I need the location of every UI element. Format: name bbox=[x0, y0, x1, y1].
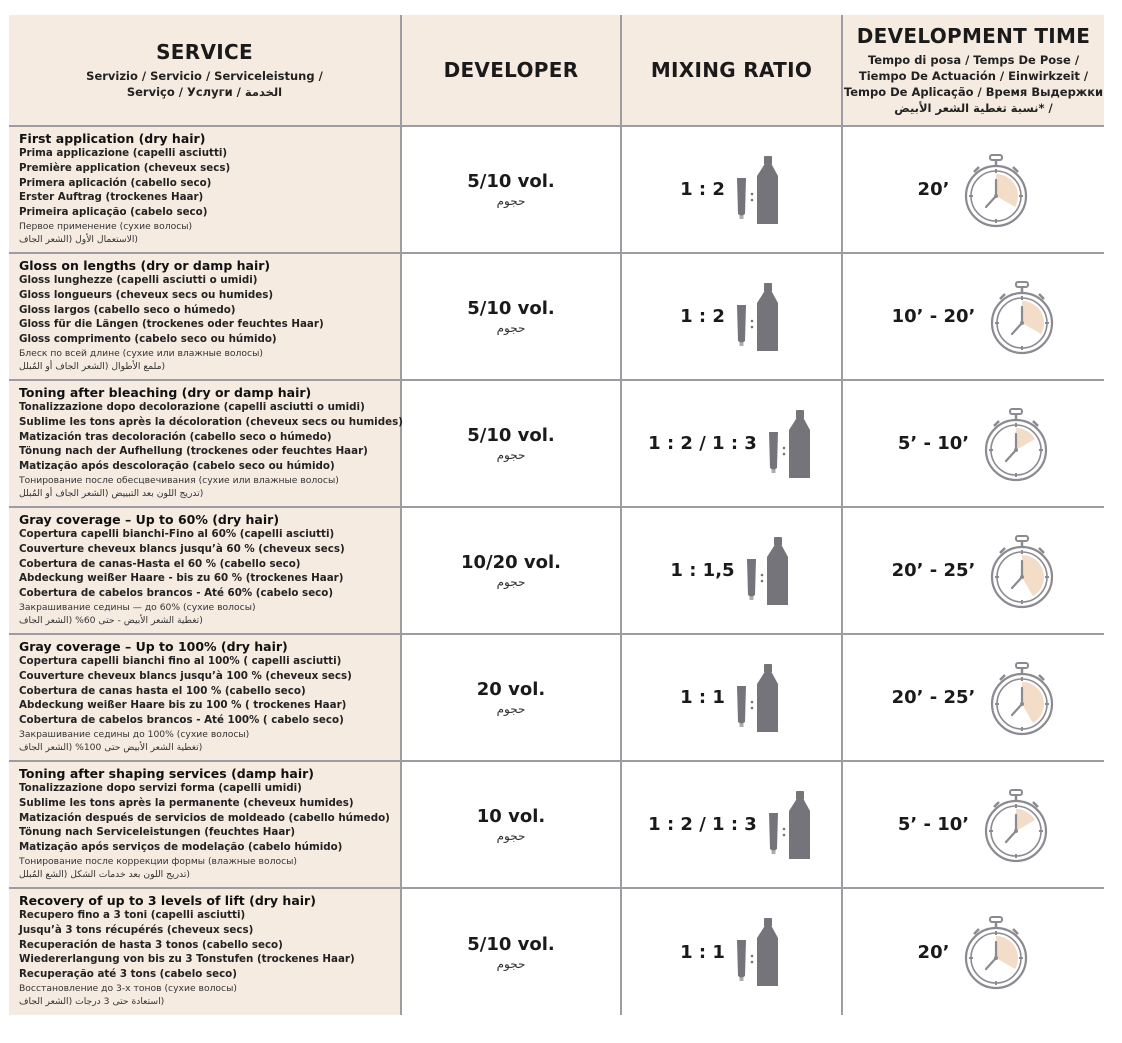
service-translation-ru: Восстановление до 3-х тонов (сухие волосы) bbox=[19, 982, 237, 994]
service-title: First application (dry hair) bbox=[19, 131, 206, 146]
developer-volume-ar: حجوم bbox=[496, 702, 526, 716]
tube-bottle-icon bbox=[735, 916, 783, 988]
developer-volume: 5/10 vol. bbox=[467, 933, 555, 955]
tube-bottle-icon bbox=[767, 408, 815, 480]
development-time-value: 20’ - 25’ bbox=[891, 687, 976, 708]
development-time-value: 20’ bbox=[917, 179, 950, 200]
service-translation-ar: (الاستعمال الأول (الشعر الجاف bbox=[19, 233, 138, 245]
development-time-cell bbox=[842, 634, 1104, 761]
developer-volume: 10/20 vol. bbox=[460, 552, 562, 573]
service-translation: Erster Auftrag (trockenes Haar) bbox=[19, 191, 204, 204]
mixing-ratio-cell bbox=[621, 634, 842, 761]
tube-bottle-icon bbox=[735, 662, 783, 734]
service-translation: Recuperación de hasta 3 tonos (cabello seco) bbox=[19, 938, 283, 951]
mixing-ratio-cell bbox=[621, 253, 842, 380]
stopwatch-icon bbox=[983, 406, 1049, 482]
tube-bottle-icon bbox=[767, 789, 815, 861]
service-title: Recovery of up to 3 levels of lift (dry hair) bbox=[19, 893, 316, 908]
service-translation: Abdeckung weißer Haare - bis zu 60 % (trockenes Haar) bbox=[19, 572, 344, 585]
development-time-value: 20’ bbox=[917, 941, 950, 963]
service-translation: Matización tras decoloración (cabello seco o húmedo) bbox=[19, 430, 332, 443]
mixing-ratio-header bbox=[621, 15, 842, 126]
development-time-title: DEVELOPMENT TIME bbox=[856, 24, 1091, 48]
development-time-cell bbox=[842, 761, 1104, 888]
service-translation: Matização após descoloração (cabelo seco ou húmido) bbox=[19, 460, 335, 473]
service-translation: Abdeckung weißer Haare bis zu 100 % ( trockenes Haar) bbox=[19, 699, 347, 712]
time-subtitle-3: Tempo De Aplicação / Время Выдержки bbox=[843, 85, 1104, 99]
mixing-ratio-value: 1 : 2 / 1 : 3 bbox=[648, 814, 757, 835]
development-time-cell bbox=[842, 507, 1104, 634]
service-translation: Recuperação até 3 tons (cabelo seco) bbox=[19, 968, 237, 981]
stopwatch-icon bbox=[989, 279, 1055, 355]
development-time-value: 10’ - 20’ bbox=[891, 306, 976, 327]
service-translation: Jusqu’à 3 tons récupérés (cheveux secs) bbox=[19, 923, 254, 936]
time-subtitle-2: Tiempo De Actuación / Einwirkzeit / bbox=[858, 69, 1089, 83]
developer-cell bbox=[401, 253, 621, 380]
developer-volume-ar: حجوم bbox=[496, 194, 526, 208]
table-row bbox=[9, 507, 1104, 634]
mixing-ratio-value: 1 : 2 / 1 : 3 bbox=[648, 433, 757, 454]
service-translation: Wiedererlangung von bis zu 3 Tonstufen (trockenes Haar) bbox=[19, 953, 355, 966]
stopwatch-icon bbox=[989, 533, 1055, 609]
service-title: Toning after bleaching (dry or damp hair) bbox=[19, 385, 312, 400]
development-time-cell bbox=[842, 888, 1104, 1015]
developer-volume-ar: حجوم bbox=[496, 575, 526, 589]
service-translation: Couverture cheveux blancs jusqu’à 100 % (cheveux secs) bbox=[19, 669, 352, 682]
service-header bbox=[9, 15, 401, 126]
mixing-ratio-cell bbox=[621, 761, 842, 888]
tube-bottle-icon bbox=[735, 281, 783, 353]
service-translation: Tonalizzazione dopo servizi forma (capelli umidi) bbox=[19, 782, 302, 794]
table-row bbox=[9, 253, 1104, 380]
mixing-ratio-value: 1 : 1 bbox=[680, 941, 725, 963]
service-translation: Cobertura de cabelos brancos - Até 100% ( cabelo seco) bbox=[19, 714, 344, 727]
stopwatch-icon bbox=[963, 152, 1029, 228]
service-translation: Gloss lunghezze (capelli asciutti o umidi) bbox=[19, 274, 258, 286]
developer-volume-ar: حجوم bbox=[496, 321, 526, 335]
stopwatch-icon bbox=[983, 787, 1049, 863]
mixing-ratio-value: 1 : 2 bbox=[680, 179, 725, 200]
mixing-ratio-cell bbox=[621, 126, 842, 253]
developer-header bbox=[401, 15, 621, 126]
developer-volume: 5/10 vol. bbox=[467, 425, 555, 446]
development-time-header bbox=[842, 15, 1104, 126]
developer-volume: 5/10 vol. bbox=[467, 171, 555, 192]
service-translation: Sublime les tons après la permanente (cheveux humides) bbox=[19, 796, 354, 809]
service-translation-ru: Первое применение (сухие волосы) bbox=[19, 220, 193, 232]
service-translation: Tonalizzazione dopo decolorazione (capelli asciutti o umidi) bbox=[19, 401, 365, 413]
service-translation: Cobertura de canas hasta el 100 % (cabello seco) bbox=[19, 684, 306, 697]
service-cell bbox=[9, 380, 401, 507]
service-translation: Cobertura de cabelos brancos - Até 60% (cabelo seco) bbox=[19, 587, 334, 600]
service-translation-ar: (استعادة حتى 3 درجات (الشعر الجاف bbox=[19, 995, 165, 1007]
service-cell bbox=[9, 253, 401, 380]
service-translation-ru: Тонирование после коррекции формы (влажные волосы) bbox=[19, 855, 297, 867]
developer-volume: 10 vol. bbox=[476, 806, 546, 827]
developer-cell bbox=[401, 761, 621, 888]
service-translation-ru: Закрашивание седины до 100% (сухие волосы) bbox=[19, 728, 250, 740]
service-translation: Gloss largos (cabello seco o húmedo) bbox=[19, 303, 236, 316]
stopwatch-icon bbox=[963, 914, 1029, 990]
service-translation: Matización después de servicios de moldeado (cabello húmedo) bbox=[19, 811, 390, 824]
service-title: Gloss on lengths (dry or damp hair) bbox=[19, 258, 271, 273]
table-row bbox=[9, 888, 1104, 1015]
service-translation: Gloss für die Längen (trockenes oder feuchtes Haar) bbox=[19, 318, 324, 331]
development-chart-table bbox=[9, 15, 1104, 1015]
service-title: Toning after shaping services (damp hair) bbox=[19, 766, 314, 781]
development-time-cell bbox=[842, 126, 1104, 253]
service-translation-ar: (تغطية الشعر الأبيض حتى 100% (الشعر الجاف bbox=[19, 741, 203, 753]
service-translation-ar: (ملمع الأطوال (الشعر الجاف أو المُبلل bbox=[19, 360, 166, 372]
developer-cell bbox=[401, 888, 621, 1015]
service-translation: Gloss comprimento (cabelo seco ou húmido) bbox=[19, 333, 277, 346]
developer-cell bbox=[401, 380, 621, 507]
service-cell bbox=[9, 761, 401, 888]
service-cell bbox=[9, 634, 401, 761]
service-translation: Copertura capelli bianchi-Fino al 60% (capelli asciutti) bbox=[19, 528, 335, 540]
mixing-ratio-cell bbox=[621, 888, 842, 1015]
service-translation: Cobertura de canas-Hasta el 60 % (cabello seco) bbox=[19, 557, 301, 570]
service-translation: Sublime les tons après la décoloration (cheveux secs ou humides) bbox=[19, 415, 403, 428]
service-translation: Tönung nach Serviceleistungen (feuchtes Haar) bbox=[19, 826, 296, 839]
service-translation-ar: (تغطية الشعر الأبيض - حتى 60% (الشعر الجاف bbox=[19, 614, 203, 626]
development-time-value: 20’ - 25’ bbox=[891, 560, 976, 581]
mixing-ratio-cell bbox=[621, 380, 842, 507]
service-title: Gray coverage – Up to 60% (dry hair) bbox=[19, 512, 280, 527]
service-translation: Couverture cheveux blancs jusqu’à 60 % (cheveux secs) bbox=[19, 542, 345, 555]
development-time-value: 5’ - 10’ bbox=[897, 433, 970, 454]
developer-volume: 20 vol. bbox=[476, 679, 546, 700]
developer-title: DEVELOPER bbox=[443, 58, 579, 82]
service-translation: Gloss longueurs (cheveux secs ou humides) bbox=[19, 288, 274, 301]
service-translation-ru: Закрашивание седины — до 60% (сухие волосы) bbox=[19, 601, 256, 613]
mixing-ratio-value: 1 : 2 bbox=[680, 306, 725, 327]
development-time-value: 5’ - 10’ bbox=[897, 814, 970, 835]
tube-bottle-icon bbox=[735, 154, 783, 226]
service-cell bbox=[9, 888, 401, 1015]
table-row bbox=[9, 634, 1104, 761]
header-row bbox=[9, 15, 1104, 126]
service-subtitle-1: Servizio / Servicio / Serviceleistung / bbox=[86, 69, 323, 83]
developer-cell bbox=[401, 126, 621, 253]
time-subtitle-1: Tempo di posa / Temps De Pose / bbox=[867, 53, 1080, 67]
tube-bottle-icon bbox=[745, 535, 793, 607]
service-translation: Copertura capelli bianchi fino al 100% ( capelli asciutti) bbox=[19, 655, 342, 667]
service-translation-ru: Блеск по всей длине (сухие или влажные волосы) bbox=[19, 347, 263, 359]
table-row bbox=[9, 380, 1104, 507]
developer-volume: 5/10 vol. bbox=[467, 298, 555, 319]
developer-volume-ar: حجوم bbox=[496, 829, 526, 843]
developer-volume-ar: حجوم bbox=[496, 956, 526, 971]
service-translation: Prima applicazione (capelli asciutti) bbox=[19, 147, 228, 159]
table-row bbox=[9, 126, 1104, 253]
development-time-cell bbox=[842, 380, 1104, 507]
service-translation-ru: Тонирование после обесцвечивания (сухие или влажные волосы) bbox=[19, 474, 339, 486]
service-title: SERVICE bbox=[156, 40, 253, 64]
service-cell bbox=[9, 126, 401, 253]
service-translation-ar: (تدريج اللون بعد خدمات الشكل (الشع المُبلل bbox=[19, 868, 191, 880]
service-subtitle-2: Serviço / Услуги / الخدمة bbox=[126, 85, 283, 99]
mixing-ratio-title: MIXING RATIO bbox=[650, 58, 813, 82]
time-subtitle-4: نسبة تغطية الشعر الأبيض* / bbox=[894, 101, 1053, 115]
developer-cell bbox=[401, 634, 621, 761]
service-translation: Matização após serviços de modelação (cabelo húmido) bbox=[19, 841, 343, 854]
service-cell bbox=[9, 507, 401, 634]
service-title: Gray coverage – Up to 100% (dry hair) bbox=[19, 639, 288, 654]
service-translation: Tönung nach der Aufhellung (trockenes oder feuchtes Haar) bbox=[19, 445, 368, 458]
table-row bbox=[9, 761, 1104, 888]
service-translation: Primeira aplicação (cabelo seco) bbox=[19, 206, 208, 219]
mixing-ratio-cell bbox=[621, 507, 842, 634]
mixing-ratio-value: 1 : 1,5 bbox=[670, 560, 735, 581]
service-translation-ar: (تدريج اللون بعد التبييض (الشعر الجاف أو المُبلل bbox=[19, 487, 204, 499]
service-translation: Première application (cheveux secs) bbox=[19, 161, 231, 174]
service-translation: Recupero fino a 3 toni (capelli asciutti) bbox=[19, 909, 246, 921]
development-time-cell bbox=[842, 253, 1104, 380]
developer-cell bbox=[401, 507, 621, 634]
service-translation: Primera aplicación (cabello seco) bbox=[19, 176, 212, 189]
developer-volume-ar: حجوم bbox=[496, 448, 526, 462]
stopwatch-icon bbox=[989, 660, 1055, 736]
mixing-ratio-value: 1 : 1 bbox=[680, 687, 725, 708]
